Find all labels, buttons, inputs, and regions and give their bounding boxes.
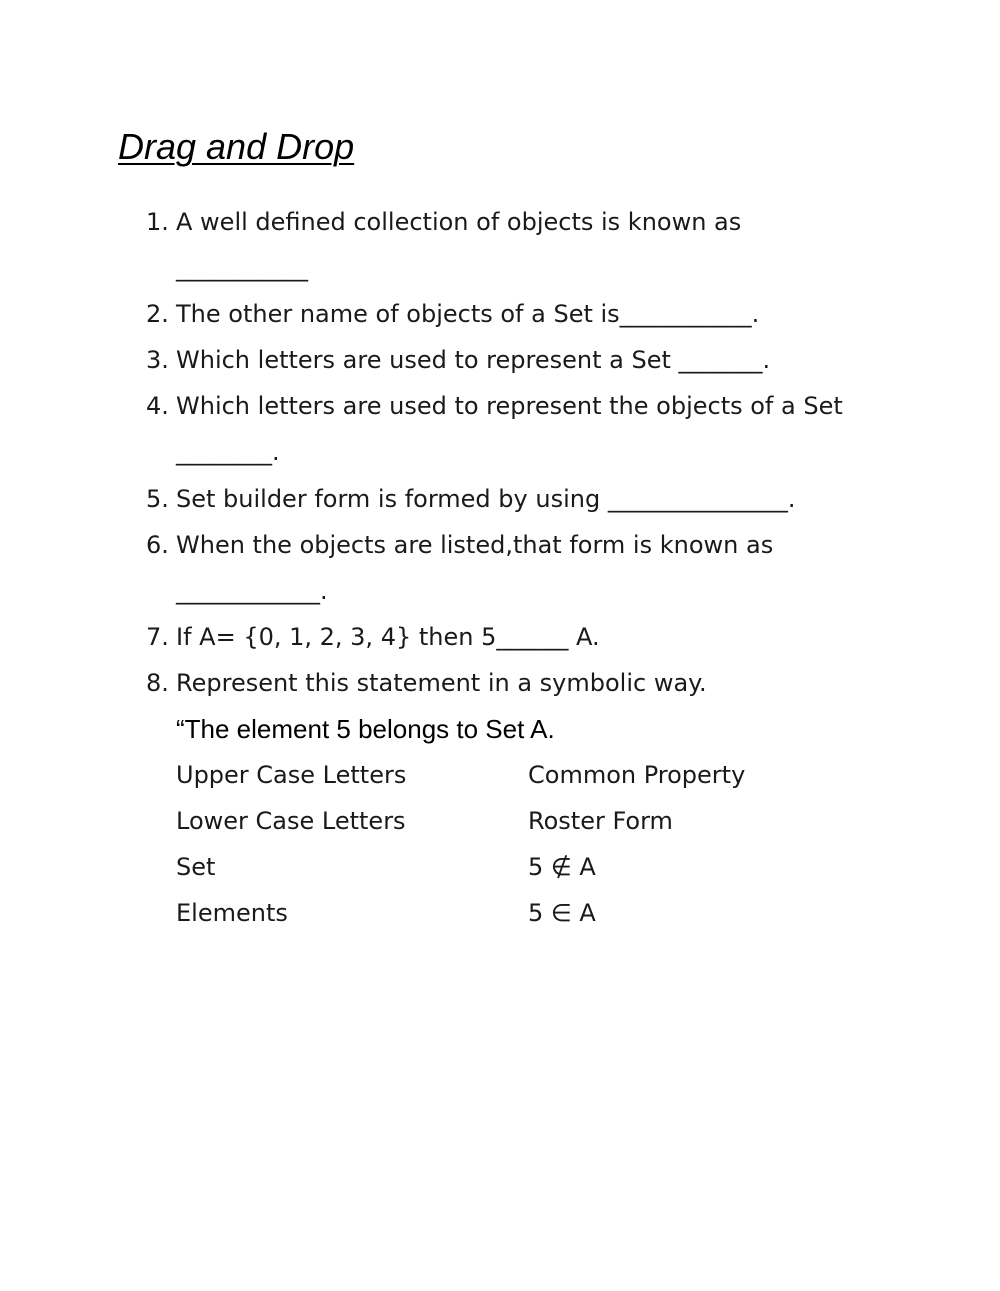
question-5 bbox=[146, 483, 795, 515]
question-6-blank[interactable]: ____________. bbox=[176, 577, 328, 605]
question-text: Set builder form is formed by using _______________. bbox=[176, 485, 796, 513]
question-text: Represent this statement in a symbolic way. bbox=[176, 669, 707, 697]
question-3 bbox=[146, 344, 770, 376]
question-number: 1. bbox=[146, 208, 169, 236]
question-4 bbox=[146, 390, 843, 422]
question-1-blank[interactable]: ___________ bbox=[176, 254, 308, 282]
statement-text: “The element 5 belongs to Set A. bbox=[176, 714, 555, 744]
question-number: 5. bbox=[146, 485, 169, 513]
page-title: Drag and Drop bbox=[118, 126, 355, 167]
option-upper-case-letters[interactable]: Upper Case Letters bbox=[176, 761, 407, 789]
option-not-element-of[interactable]: 5 ∉ A bbox=[528, 853, 596, 881]
question-text: If A= {0, 1, 2, 3, 4} then 5______ A. bbox=[176, 623, 600, 651]
question-7 bbox=[146, 621, 600, 653]
option-set[interactable]: Set bbox=[176, 853, 216, 881]
question-number: 3. bbox=[146, 346, 169, 374]
question-number: 6. bbox=[146, 531, 169, 559]
question-number: 4. bbox=[146, 392, 169, 420]
question-number: 2. bbox=[146, 300, 169, 328]
option-common-property[interactable]: Common Property bbox=[528, 761, 746, 789]
option-roster-form[interactable]: Roster Form bbox=[528, 807, 673, 835]
question-text: Which letters are used to represent the objects of a Set bbox=[176, 392, 843, 420]
option-element-of[interactable]: 5 ∈ A bbox=[528, 899, 596, 927]
question-text: A well defined collection of objects is known as bbox=[176, 208, 742, 236]
question-text: The other name of objects of a Set is___________. bbox=[176, 300, 760, 328]
question-4-blank[interactable]: ________. bbox=[176, 438, 280, 466]
question-number: 8. bbox=[146, 669, 169, 697]
question-1 bbox=[146, 206, 741, 238]
question-2 bbox=[146, 298, 759, 330]
question-text: Which letters are used to represent a Set _______. bbox=[176, 346, 771, 374]
question-6 bbox=[146, 529, 773, 561]
option-elements[interactable]: Elements bbox=[176, 899, 288, 927]
option-lower-case-letters[interactable]: Lower Case Letters bbox=[176, 807, 406, 835]
question-number: 7. bbox=[146, 623, 169, 651]
question-text: When the objects are listed,that form is known as bbox=[176, 531, 774, 559]
question-8 bbox=[146, 667, 707, 699]
